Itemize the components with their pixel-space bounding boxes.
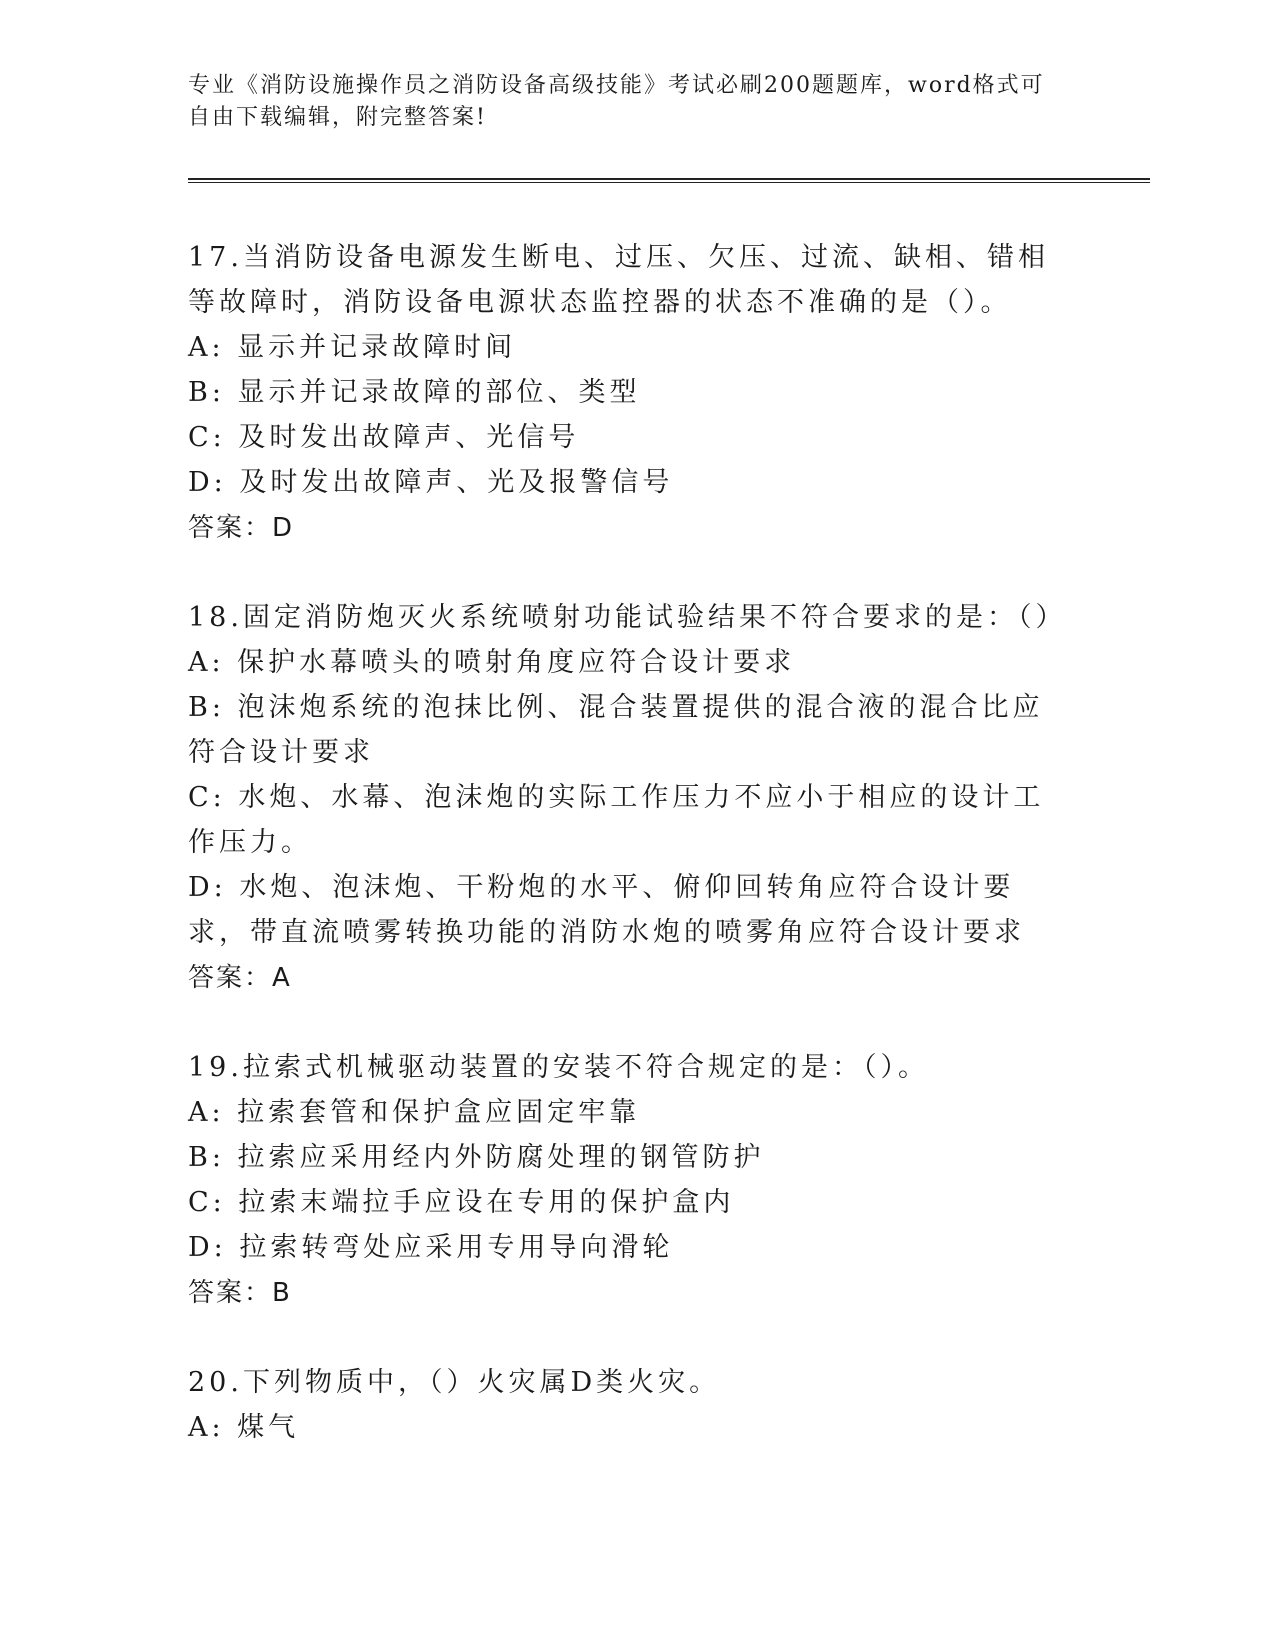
question-list — [188, 235, 1148, 1450]
option-c: C: 拉索末端拉手应设在专用的保护盒内 — [188, 1187, 735, 1218]
option-a: A: 显示并记录故障时间 — [188, 332, 517, 363]
answer-line: 答案：D — [188, 513, 295, 543]
option-b: B: 拉索应采用经内外防腐处理的钢管防护 — [188, 1142, 765, 1173]
option-a: A: 拉索套管和保护盒应固定牢靠 — [188, 1097, 641, 1128]
question-19 — [188, 1045, 1148, 1316]
answer-line: 答案：B — [188, 1278, 292, 1308]
option-c: C: 水炮、水幕、泡沫炮的实际工作压力不应小于相应的设计工作压力。 — [188, 782, 1045, 858]
option-d: D: 拉索转弯处应采用专用导向滑轮 — [188, 1232, 674, 1263]
question-stem: 19.拉索式机械驱动装置的安装不符合规定的是：（）。 — [188, 1052, 929, 1083]
header-divider — [188, 178, 1150, 183]
question-stem: 17.当消防设备电源发生断电、过压、欠压、过流、缺相、错相等故障时，消防设备电源状态监控器的状态不准确的是（）。 — [188, 242, 1049, 318]
option-a: A: 保护水幕喷头的喷射角度应符合设计要求 — [188, 647, 796, 678]
option-b: B: 显示并记录故障的部位、类型 — [188, 377, 641, 408]
question-18 — [188, 595, 1148, 1001]
option-d: D: 水炮、泡沫炮、干粉炮的水平、俯仰回转角应符合设计要求，带直流喷雾转换功能的消防水炮的喷雾角应符合设计要求 — [188, 872, 1025, 948]
option-a: A: 煤气 — [188, 1412, 300, 1443]
question-17 — [188, 235, 1148, 551]
option-c: C: 及时发出故障声、光信号 — [188, 422, 580, 453]
document-page — [188, 70, 1148, 1494]
question-stem: 20.下列物质中，（）火灾属D类火灾。 — [188, 1367, 721, 1398]
question-stem: 18.固定消防炮灭火系统喷射功能试验结果不符合要求的是：（） — [188, 602, 1067, 633]
document-header: 专业《消防设施操作员之消防设备高级技能》考试必刷200题题库，word格式可自由下载编辑，附完整答案! — [188, 73, 1045, 130]
option-d: D: 及时发出故障声、光及报警信号 — [188, 467, 674, 498]
answer-line: 答案：A — [188, 963, 292, 993]
question-20 — [188, 1360, 1148, 1450]
option-b: B: 泡沫炮系统的泡抹比例、混合装置提供的混合液的混合比应符合设计要求 — [188, 692, 1044, 768]
